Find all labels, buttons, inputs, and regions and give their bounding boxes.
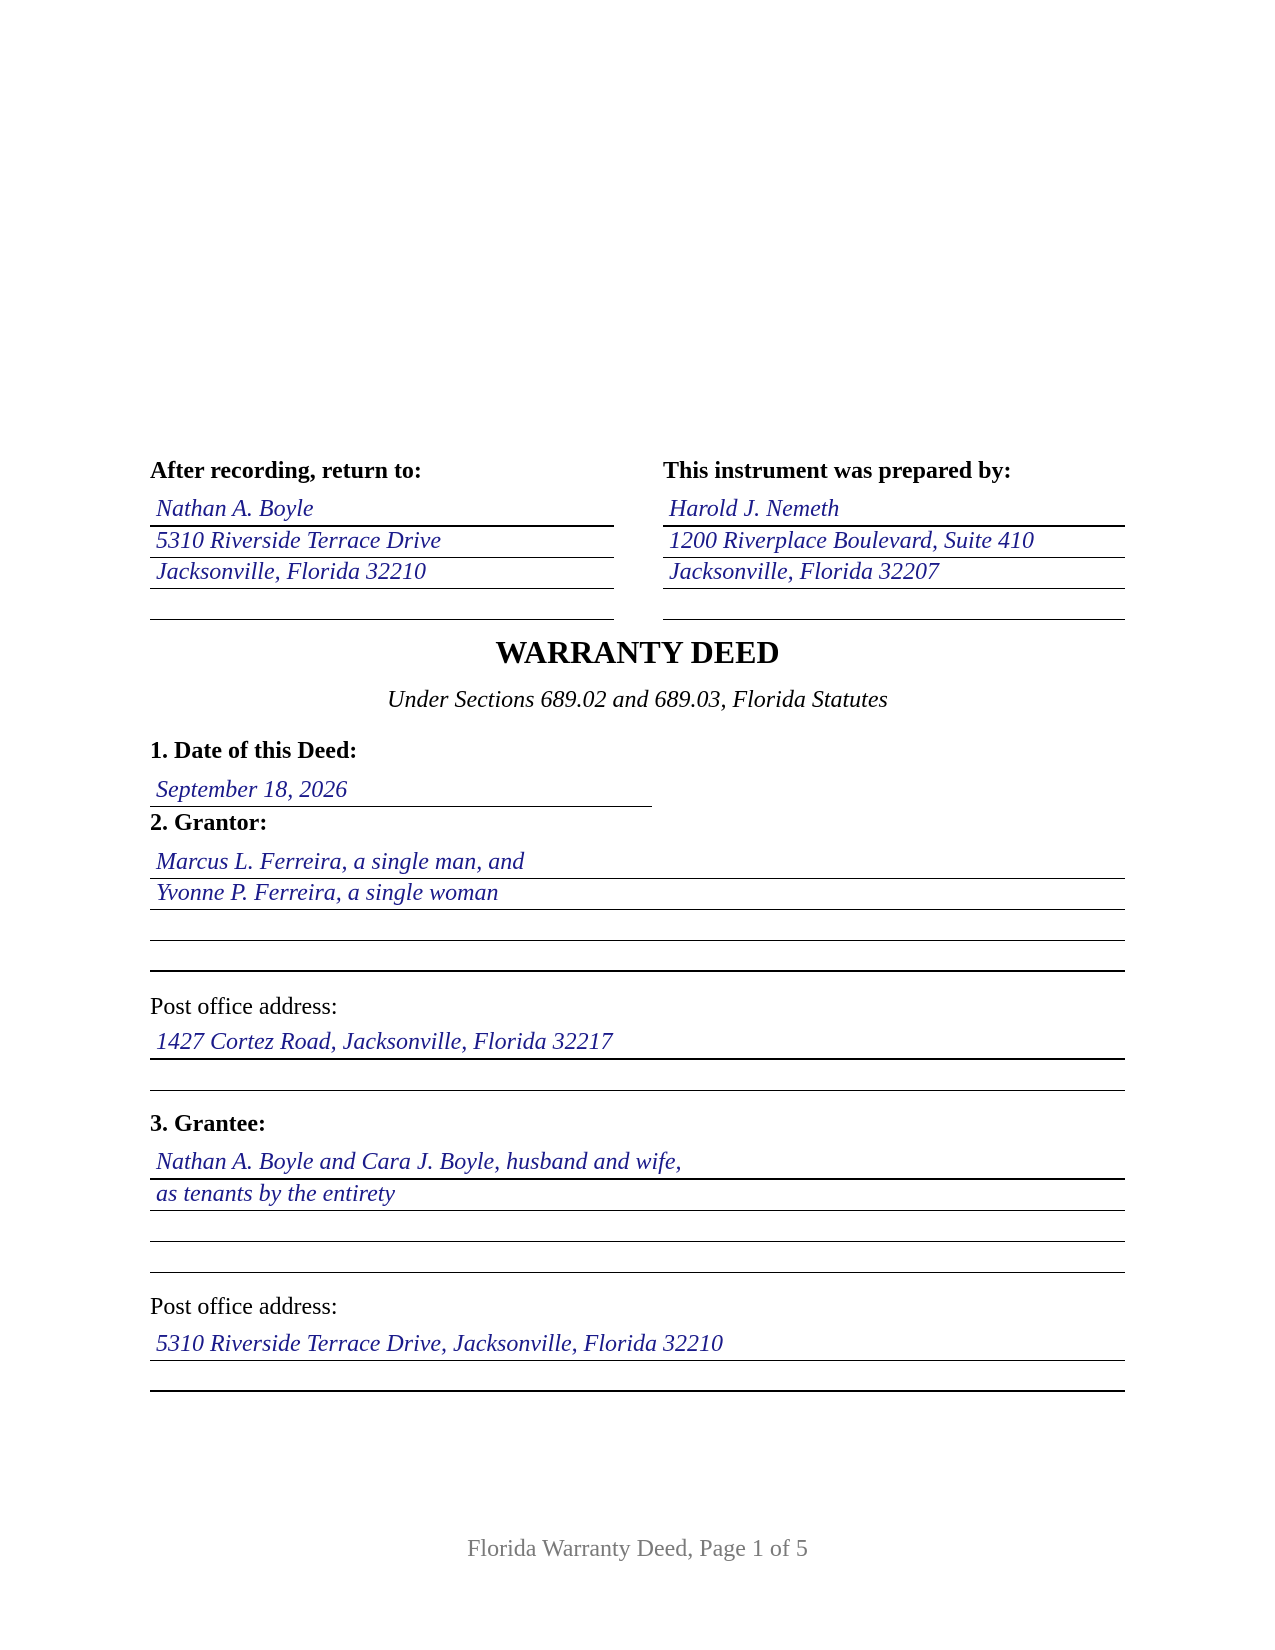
grantor-address-line bbox=[150, 1029, 1125, 1060]
grantee-line-4 bbox=[150, 1242, 1125, 1273]
document-subtitle: Under Sections 689.02 and 689.03, Florida Statutes bbox=[387, 687, 888, 713]
prepared-by-city-line bbox=[663, 558, 1125, 589]
grantee-address: 5310 Riverside Terrace Drive, Jacksonville, Florida 32210 bbox=[156, 1331, 723, 1357]
prepared-by-name: Harold J. Nemeth bbox=[669, 496, 840, 522]
prepared-by-name-line bbox=[663, 496, 1125, 527]
grantee-heading: 3. Grantee: bbox=[150, 1111, 266, 1137]
return-to-street: 5310 Riverside Terrace Drive bbox=[156, 528, 442, 554]
grantor-address: 1427 Cortez Road, Jacksonville, Florida 32217 bbox=[156, 1029, 613, 1055]
grantor-name-2: Yvonne P. Ferreira, a single woman bbox=[156, 880, 499, 906]
grantor-line-1 bbox=[150, 848, 1125, 879]
date-line bbox=[150, 776, 652, 807]
prepared-by-street: 1200 Riverplace Boulevard, Suite 410 bbox=[669, 528, 1035, 554]
grantor-heading: 2. Grantor: bbox=[150, 810, 268, 836]
grantee-line-1 bbox=[150, 1149, 1125, 1180]
return-to-street-line bbox=[150, 527, 614, 558]
grantee-name-2: as tenants by the entirety bbox=[156, 1181, 396, 1207]
document-title: WARRANTY DEED bbox=[495, 634, 780, 670]
grantor-line-2 bbox=[150, 879, 1125, 910]
grantor-address-blank-line bbox=[150, 1060, 1125, 1091]
grantor-address-label: Post office address: bbox=[150, 994, 338, 1020]
prepared-by-city: Jacksonville, Florida 32207 bbox=[669, 559, 939, 585]
grantee-address-line bbox=[150, 1330, 1125, 1361]
return-to-name-line bbox=[150, 496, 614, 527]
page-footer: Florida Warranty Deed, Page 1 of 5 bbox=[467, 1536, 808, 1562]
prepared-by-heading: This instrument was prepared by: bbox=[663, 458, 1012, 484]
grantor-line-4 bbox=[150, 941, 1125, 972]
return-to-city: Jacksonville, Florida 32210 bbox=[156, 559, 426, 585]
grantor-line-3 bbox=[150, 910, 1125, 941]
grantee-line-2 bbox=[150, 1180, 1125, 1211]
date-heading: 1. Date of this Deed: bbox=[150, 738, 358, 764]
grantee-address-blank-line bbox=[150, 1361, 1125, 1392]
deed-date: September 18, 2026 bbox=[156, 777, 348, 803]
return-to-blank-line bbox=[150, 589, 614, 620]
grantee-line-3 bbox=[150, 1211, 1125, 1242]
return-to-name: Nathan A. Boyle bbox=[156, 496, 314, 522]
grantee-name-1: Nathan A. Boyle and Cara J. Boyle, husband and wife, bbox=[156, 1149, 682, 1175]
return-to-heading: After recording, return to: bbox=[150, 458, 422, 484]
return-to-city-line bbox=[150, 558, 614, 589]
prepared-by-blank-line bbox=[663, 589, 1125, 620]
grantee-address-label: Post office address: bbox=[150, 1294, 338, 1320]
prepared-by-street-line bbox=[663, 527, 1125, 558]
grantor-name-1: Marcus L. Ferreira, a single man, and bbox=[156, 849, 525, 875]
